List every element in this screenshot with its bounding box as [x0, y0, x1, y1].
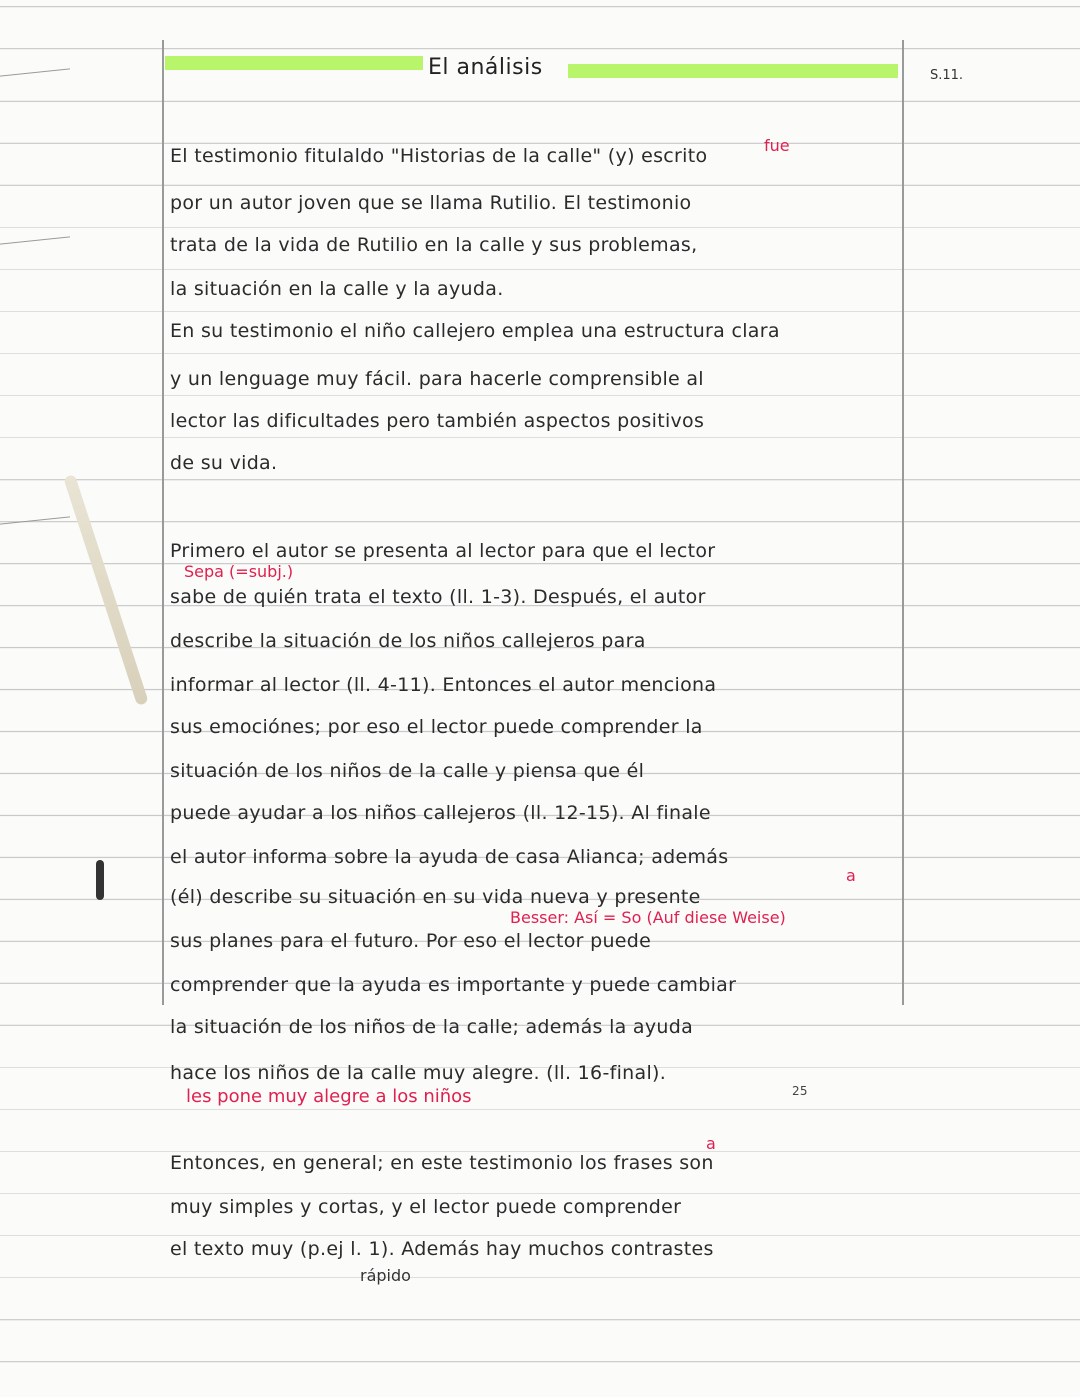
right-margin-line: [902, 40, 904, 1005]
text-line: el texto muy (p.ej l. 1). Además hay muchos contrastes: [170, 1238, 714, 1260]
text-line: Entonces, en general; en este testimonio los frases son: [170, 1152, 714, 1174]
title-highlight-right: [568, 64, 898, 78]
left-margin-line: [162, 40, 164, 1005]
correction-letter-a: a: [846, 866, 856, 885]
text-line: Primero el autor se presenta al lector para que el lector: [170, 540, 716, 562]
text-line: la situación en la calle y la ayuda.: [170, 278, 504, 300]
correction-letter-a: a: [706, 1134, 716, 1153]
page-title: El análisis: [428, 55, 543, 80]
text-line: sabe de quién trata el texto (ll. 1-3). Después, el autor: [170, 586, 706, 608]
text-line: hace los niños de la calle muy alegre. (ll. 16-final).: [170, 1062, 667, 1084]
text-line: situación de los niños de la calle y piensa que él: [170, 760, 645, 782]
page-number: S.11.: [930, 68, 964, 83]
text-line: y un lenguage muy fácil. para hacerle comprensible al: [170, 368, 704, 390]
text-line: En su testimonio el niño callejero emplea una estructura clara: [170, 320, 780, 342]
text-line: puede ayudar a los niños callejeros (ll. 12-15). Al finale: [170, 802, 711, 824]
text-line: informar al lector (ll. 4-11). Entonces el autor menciona: [170, 674, 717, 696]
correction-besser: Besser: Así = So (Auf diese Weise): [510, 908, 786, 927]
binder-edge: [0, 236, 70, 244]
text-line: comprender que la ayuda es importante y puede cambiar: [170, 974, 737, 996]
binder-edge: [0, 68, 70, 76]
margin-note: 25: [792, 1084, 808, 1098]
correction-rapido: rápido: [360, 1266, 411, 1285]
binder-edge: [0, 516, 70, 524]
text-line: lector las dificultades pero también aspectos positivos: [170, 410, 705, 432]
text-line: la situación de los niños de la calle; además la ayuda: [170, 1016, 694, 1038]
text-line: sus planes para el futuro. Por eso el lector puede: [170, 930, 652, 952]
text-line: trata de la vida de Rutilio en la calle y sus problemas,: [170, 234, 698, 256]
pen-tip: [96, 860, 104, 900]
correction-sepa: Sepa (=subj.): [184, 562, 294, 581]
text-line: sus emociónes; por eso el lector puede comprender la: [170, 716, 703, 738]
text-line: (él) describe su situación en su vida nueva y presente: [170, 886, 701, 908]
text-line: muy simples y cortas, y el lector puede comprender: [170, 1196, 682, 1218]
correction-les-pone: les pone muy alegre a los niños: [186, 1086, 472, 1107]
text-line: el autor informa sobre la ayuda de casa Alianca; además: [170, 846, 729, 868]
text-line: describe la situación de los niños callejeros para: [170, 630, 646, 652]
text-line: por un autor joven que se llama Rutilio. El testimonio: [170, 192, 692, 214]
pen-decoration: [63, 474, 149, 706]
text-line: El testimonio fitulaldo "Historias de la calle" (y) escrito: [170, 145, 708, 167]
correction-fue: fue: [764, 136, 790, 155]
text-line: de su vida.: [170, 452, 278, 474]
title-highlight-left: [165, 56, 423, 70]
